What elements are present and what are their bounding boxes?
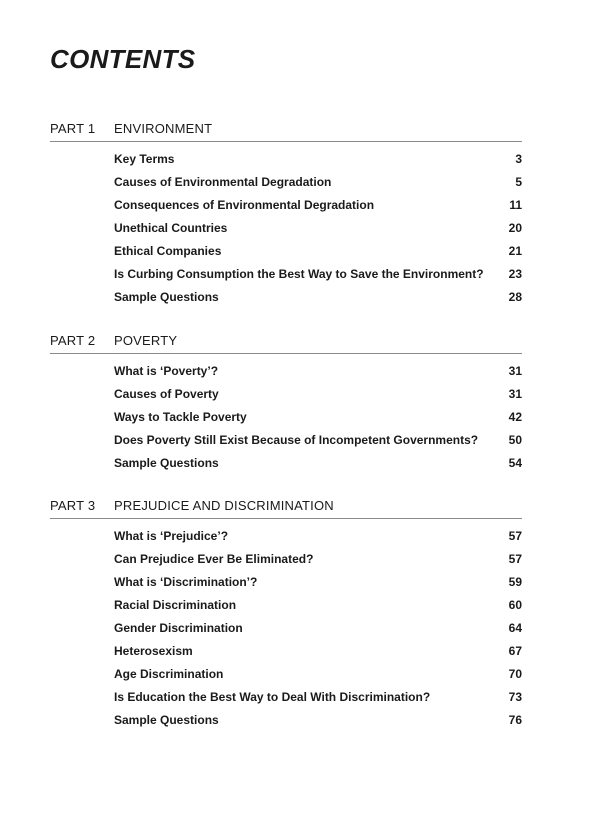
part-header	[50, 121, 522, 142]
entry-title: Is Curbing Consumption the Best Way to Save the Environment?	[114, 267, 484, 281]
entry-page-number: 3	[515, 152, 522, 166]
entry-page-number: 42	[508, 410, 522, 424]
part-3-section	[50, 498, 522, 732]
entry-list	[50, 148, 522, 309]
entry-page-number: 5	[515, 175, 522, 189]
page-title: CONTENTS	[50, 44, 196, 74]
toc-entry[interactable]	[50, 452, 522, 475]
entry-title: Causes of Environmental Degradation	[114, 175, 332, 189]
entry-page-number: 20	[508, 221, 522, 235]
entry-list	[50, 525, 522, 732]
part-2-section	[50, 333, 522, 475]
toc-entry[interactable]	[50, 194, 522, 217]
part-header	[50, 498, 522, 519]
entry-title: Sample Questions	[114, 456, 219, 470]
part-title: PREJUDICE AND DISCRIMINATION	[114, 498, 334, 513]
toc-entry[interactable]	[50, 617, 522, 640]
entry-title: Does Poverty Still Exist Because of Incompetent Governments?	[114, 433, 479, 447]
entry-title: Ways to Tackle Poverty	[114, 410, 247, 424]
entry-title: Key Terms	[114, 152, 175, 166]
toc-entry[interactable]	[50, 686, 522, 709]
part-number: PART 2	[50, 333, 96, 348]
entry-page-number: 11	[509, 198, 522, 212]
toc-entry[interactable]	[50, 406, 522, 429]
entry-page-number: 67	[508, 644, 522, 658]
entry-title: What is ‘Poverty’?	[114, 364, 219, 378]
entry-page-number: 70	[508, 667, 522, 681]
entry-title: What is ‘Prejudice’?	[114, 529, 229, 543]
part-1-section	[50, 121, 522, 309]
entry-page-number: 59	[508, 575, 522, 589]
entry-page-number: 57	[508, 529, 522, 543]
entry-title: Can Prejudice Ever Be Eliminated?	[114, 552, 314, 566]
entry-title: Heterosexism	[114, 644, 193, 658]
toc-entry[interactable]	[50, 217, 522, 240]
part-header	[50, 333, 522, 354]
toc-entry[interactable]	[50, 594, 522, 617]
toc-entry[interactable]	[50, 429, 522, 452]
entry-page-number: 31	[508, 387, 522, 401]
toc-entry[interactable]	[50, 548, 522, 571]
toc-entry[interactable]	[50, 383, 522, 406]
toc-entry[interactable]	[50, 709, 522, 732]
entry-page-number: 31	[508, 364, 522, 378]
entry-page-number: 50	[508, 433, 522, 447]
entry-title: Consequences of Environmental Degradation	[114, 198, 375, 212]
entry-title: Sample Questions	[114, 290, 219, 304]
toc-entry[interactable]	[50, 148, 522, 171]
entry-page-number: 23	[508, 267, 522, 281]
part-number: PART 1	[50, 121, 96, 136]
part-title: ENVIRONMENT	[114, 121, 213, 136]
entry-page-number: 73	[508, 690, 522, 704]
entry-page-number: 60	[508, 598, 522, 612]
part-number: PART 3	[50, 498, 96, 513]
entry-page-number: 54	[508, 456, 522, 470]
entry-page-number: 21	[508, 244, 522, 258]
entry-title: Gender Discrimination	[114, 621, 243, 635]
toc-entry[interactable]	[50, 360, 522, 383]
toc-entry[interactable]	[50, 663, 522, 686]
entry-page-number: 28	[508, 290, 522, 304]
entry-page-number: 57	[508, 552, 522, 566]
entry-title: Age Discrimination	[114, 667, 224, 681]
entry-title: Unethical Countries	[114, 221, 228, 235]
entry-page-number: 76	[508, 713, 522, 727]
entry-page-number: 64	[508, 621, 522, 635]
entry-title: Ethical Companies	[114, 244, 222, 258]
toc-entry[interactable]	[50, 263, 522, 286]
toc-entry[interactable]	[50, 171, 522, 194]
part-title: POVERTY	[114, 333, 178, 348]
entry-title: Is Education the Best Way to Deal With Discrimination?	[114, 690, 431, 704]
toc-entry[interactable]	[50, 571, 522, 594]
toc-entry[interactable]	[50, 240, 522, 263]
entry-title: What is ‘Discrimination’?	[114, 575, 258, 589]
entry-title: Causes of Poverty	[114, 387, 219, 401]
entry-title: Sample Questions	[114, 713, 219, 727]
entry-title: Racial Discrimination	[114, 598, 237, 612]
toc-entry[interactable]	[50, 640, 522, 663]
entry-list	[50, 360, 522, 475]
toc-entry[interactable]	[50, 525, 522, 548]
toc-entry[interactable]	[50, 286, 522, 309]
